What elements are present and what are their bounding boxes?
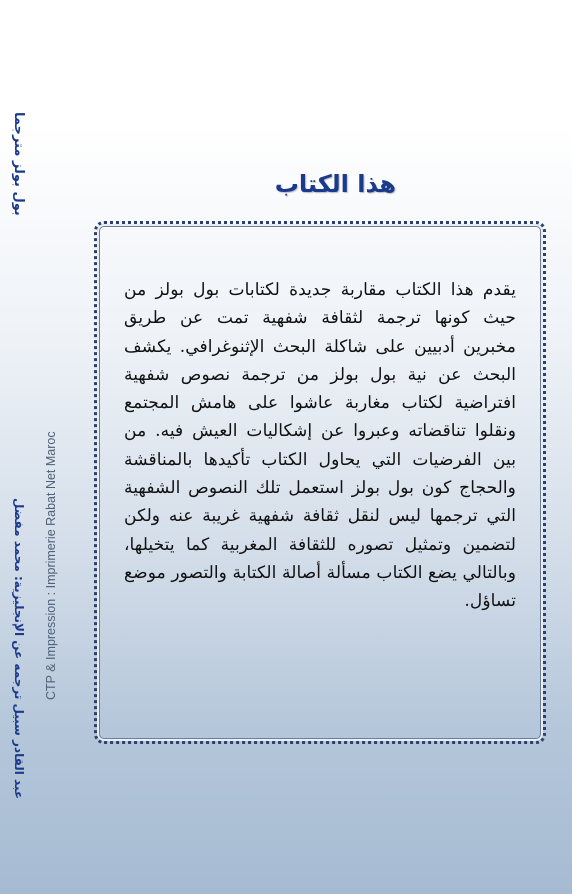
printer-imprint: CTP & Impression : Imprimerie Rabat Net Maroc — [44, 431, 58, 701]
book-description: يقدم هذا الكتاب مقاربة جديدة لكتابات بول بولز من حيث كونها ترجمة لثقافة شفهية تمت عن طريق مخبرين أدبيين على شاكلة البحث الإثنوغرافي. يكشف البحث عن نية بول بولز من ترجمة نصوص شفهية افتراضية لكتاب مغاربة عاشوا على هامش المجتمع ونقلوا تناقضاته وعبروا عن إشكاليات العيش فيه. من بين الفرضيات التي يحاول الكتاب تأكيدها بالمناقشة والحجاج كون بول بولز استعمل تلك النصوص الشفهية التي ترجمها ليس لنقل ثقافة شفهية غريبة عنه ولكن لتضمين وتمثيل تصوره للثقافة المغربية كما يتخيلها، وبالتالي يضع الكتاب مسألة أصالة الكتابة والتصور موضع تساؤل. — [124, 280, 516, 612]
page-title: هذا الكتاب — [274, 170, 396, 198]
spine-author-title: بول بولز مترجما — [11, 112, 26, 216]
spine-credits: عبد القادر سبيل ترجمه عن الإنجليزية: محمد مفضل — [12, 498, 26, 800]
